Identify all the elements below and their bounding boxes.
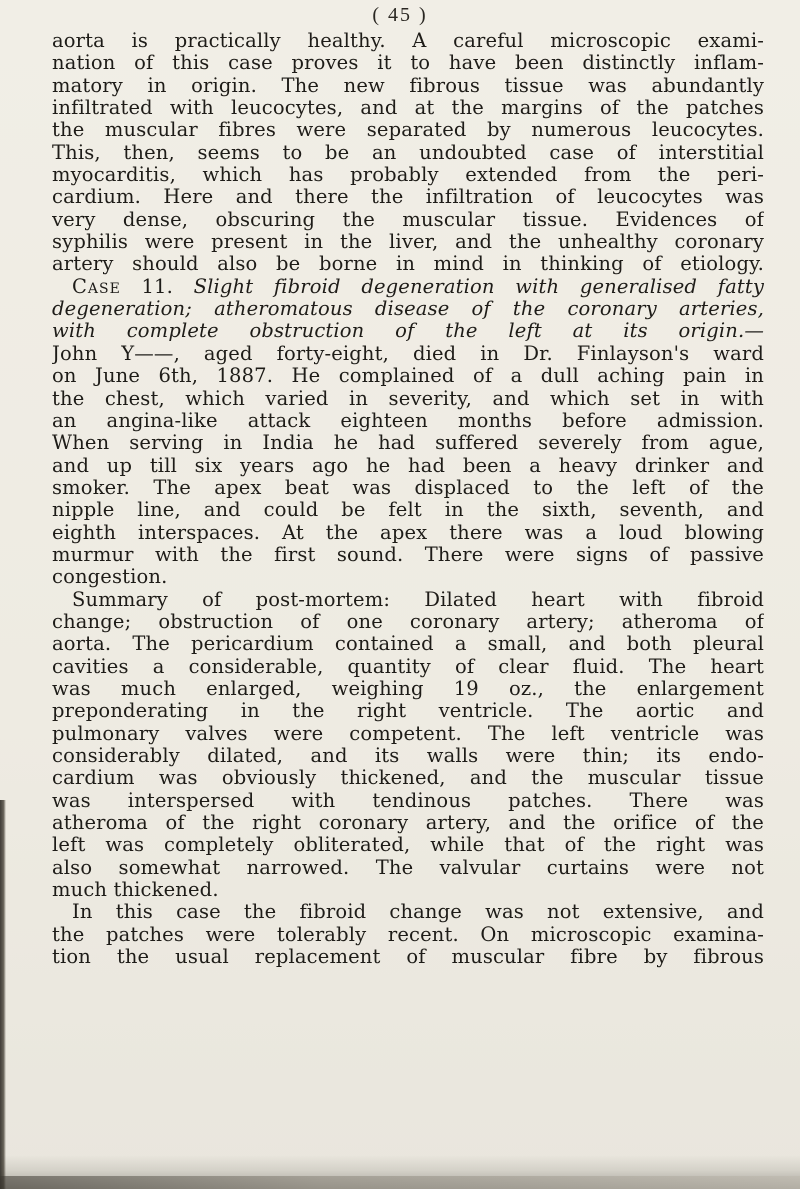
- text-line: also somewhat narrowed. The valvular curtains were not: [52, 856, 764, 879]
- text-line: matory in origin. The new fibrous tissue was abundantly: [52, 74, 764, 97]
- text-line: smoker. The apex beat was displaced to the left of the: [52, 476, 764, 499]
- text-line: the chest, which varied in severity, and which set in with: [52, 387, 764, 410]
- text-line: atheroma of the right coronary artery, and the orifice of the: [52, 812, 764, 835]
- text-line: nation of this case proves it to have been distinctly inflam-: [52, 52, 764, 75]
- summary-line: Summary of post-mortem: Dilated heart with fibroid: [72, 588, 764, 611]
- text-line: murmur with the first sound. There were signs of passive: [52, 543, 764, 566]
- text-line: aorta is practically healthy. A careful microscopic exami-: [52, 30, 764, 52]
- text-line: congestion.: [52, 566, 168, 589]
- text-line: pulmonary valves were competent. The left ventricle was: [52, 722, 764, 745]
- text-line: an angina-like attack eighteen months before admission.: [52, 409, 764, 432]
- text-line: myocarditis, which has probably extended from the peri-: [52, 164, 764, 187]
- text-line: syphilis were present in the liver, and the unhealthy coronary: [52, 231, 764, 254]
- text-line: left was completely obliterated, while that of the right was: [52, 834, 764, 857]
- page-number: ( 45 ): [372, 4, 428, 26]
- text-line: considerably dilated, and its walls were thin; its endo-: [52, 745, 764, 767]
- text-line: aorta. The pericardium contained a small, and both pleural: [52, 633, 764, 656]
- text-line: In this case the fibroid change was not extensive, and: [72, 901, 764, 924]
- case-title-line: degeneration; atheromatous disease of the coronary arteries,: [52, 298, 764, 321]
- text-line: preponderating in the right ventricle. The aortic and: [52, 700, 764, 723]
- text-line: the patches were tolerably recent. On microscopic examina-: [52, 923, 764, 946]
- case-number: 11.: [120, 275, 194, 298]
- text-line: nipple line, and could be felt in the sixth, seventh, and: [52, 499, 764, 522]
- text-line: very dense, obscuring the muscular tissue. Evidences of: [52, 208, 764, 231]
- case-heading: [52, 276, 764, 298]
- page-bottom-edge: [0, 1176, 800, 1189]
- text-line: and up till six years ago he had been a heavy drinker and: [52, 454, 764, 477]
- text-line: artery should also be borne in mind in thinking of etiology.: [52, 253, 764, 276]
- text-line: was much enlarged, weighing 19 oz., the enlargement: [52, 677, 764, 700]
- body-text: [52, 30, 764, 968]
- case-title-line: with complete obstruction of the left at its origin.—: [52, 320, 764, 343]
- page-binding-edge: [0, 800, 6, 1189]
- text-line: This, then, seems to be an undoubted case of interstitial: [52, 141, 764, 164]
- text-line: change; obstruction of one coronary artery; atheroma of: [52, 610, 764, 633]
- text-line: infiltrated with leucocytes, and at the margins of the patches: [52, 97, 764, 120]
- text-line: cavities a considerable, quantity of clear fluid. The heart: [52, 655, 764, 678]
- case-label: Case: [72, 275, 121, 298]
- text-line: the muscular fibres were separated by numerous leucocytes.: [52, 119, 764, 142]
- text-line: much thickened.: [52, 879, 219, 902]
- text-line: eighth interspaces. At the apex there was a loud blowing: [52, 521, 764, 544]
- text-line: cardium. Here and there the infiltration of leucocytes was: [52, 186, 764, 209]
- text-line: on June 6th, 1887. He complained of a dull aching pain in: [52, 365, 764, 388]
- text-line: was interspersed with tendinous patches. There was: [52, 789, 764, 812]
- case-title: Slight fibroid degeneration with generalised fatty: [193, 275, 764, 298]
- text-line: When serving in India he had suffered severely from ague,: [52, 432, 764, 455]
- text-line: John Y——, aged forty-eight, died in Dr. Finlayson's ward: [52, 342, 764, 365]
- text-line: tion the usual replacement of muscular fibre by fibrous: [52, 946, 764, 969]
- text-line: cardium was obviously thickened, and the muscular tissue: [52, 767, 764, 790]
